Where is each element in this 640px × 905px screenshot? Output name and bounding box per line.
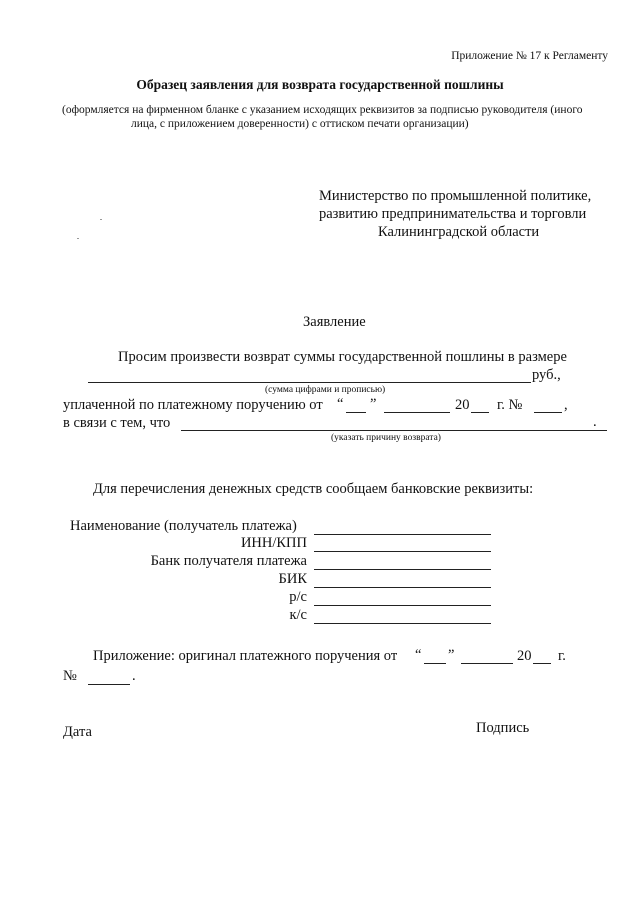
settlement-account-field[interactable]: [314, 605, 491, 606]
recipient-line2: развитию предпринимательства и торговли: [319, 206, 587, 222]
date-label: Дата: [63, 724, 92, 740]
bik-field[interactable]: [314, 587, 491, 588]
scan-speck: [100, 219, 102, 220]
attachment-day-field[interactable]: [424, 663, 446, 664]
bank-name-label: Банк получателя платежа: [150, 553, 307, 569]
amount-hint: (сумма цифрами и прописью): [265, 385, 386, 395]
inn-kpp-label: ИНН/КПП: [240, 535, 307, 551]
amount-field-line[interactable]: [88, 382, 531, 383]
year-number-label: г. №: [497, 397, 523, 413]
quote-close: ”: [370, 396, 377, 412]
settlement-account-label: р/с: [289, 589, 307, 605]
attachment-quote-open: “: [415, 647, 422, 663]
reason-period: .: [593, 414, 597, 430]
order-year-field[interactable]: [471, 412, 489, 413]
reason-label: в связи с тем, что: [63, 415, 171, 431]
order-month-field[interactable]: [384, 412, 450, 413]
instruction-note-line1: (оформляется на фирменном бланке с указанием исходящих реквизитов за подписью руководителя (иного: [62, 104, 583, 116]
inn-kpp-field[interactable]: [314, 551, 491, 552]
scan-speck: [77, 238, 79, 239]
attachment-quote-close: ”: [448, 647, 455, 663]
comma: ,: [564, 397, 568, 413]
application-heading: Заявление: [303, 314, 366, 330]
attachment-period: .: [132, 668, 136, 684]
recipient-line1: Министерство по промышленной политике,: [319, 188, 592, 204]
currency-label: руб.,: [532, 367, 561, 383]
recipient-name-field[interactable]: [314, 534, 491, 535]
attachment-number-label: №: [63, 668, 77, 684]
bank-name-field[interactable]: [314, 569, 491, 570]
attachment-month-field[interactable]: [461, 663, 513, 664]
correspondent-account-label: к/с: [289, 607, 307, 623]
order-day-field[interactable]: [346, 412, 366, 413]
bik-label: БИК: [278, 571, 307, 587]
recipient-line3: Калининградской области: [378, 224, 540, 240]
reason-field-line[interactable]: [181, 430, 607, 431]
instruction-note-line2: лица, с приложением доверенности) с оттиском печати организации): [131, 118, 469, 130]
attachment-year-prefix: 20: [517, 648, 532, 664]
paid-by-order-label: уплаченной по платежному поручению от: [63, 397, 323, 413]
reason-hint: (указать причину возврата): [331, 433, 441, 443]
appendix-reference: Приложение № 17 к Регламенту: [451, 50, 608, 62]
signature-label: Подпись: [476, 720, 530, 736]
quote-open: “: [337, 396, 344, 412]
document-title: Образец заявления для возврата государственной пошлины: [136, 77, 504, 92]
attachment-year-suffix: г.: [558, 648, 566, 664]
attachment-year-field[interactable]: [533, 663, 551, 664]
attachment-number-field[interactable]: [88, 684, 130, 685]
year-prefix: 20: [455, 397, 470, 413]
recipient-name-label: Наименование (получатель платежа): [70, 518, 297, 534]
attachment-label: Приложение: оригинал платежного поручения от: [93, 648, 398, 664]
bank-details-intro: Для перечисления денежных средств сообщаем банковские реквизиты:: [93, 481, 534, 497]
order-number-field[interactable]: [534, 412, 562, 413]
refund-request-text: Просим произвести возврат суммы государственной пошлины в размере: [118, 349, 567, 365]
correspondent-account-field[interactable]: [314, 623, 491, 624]
